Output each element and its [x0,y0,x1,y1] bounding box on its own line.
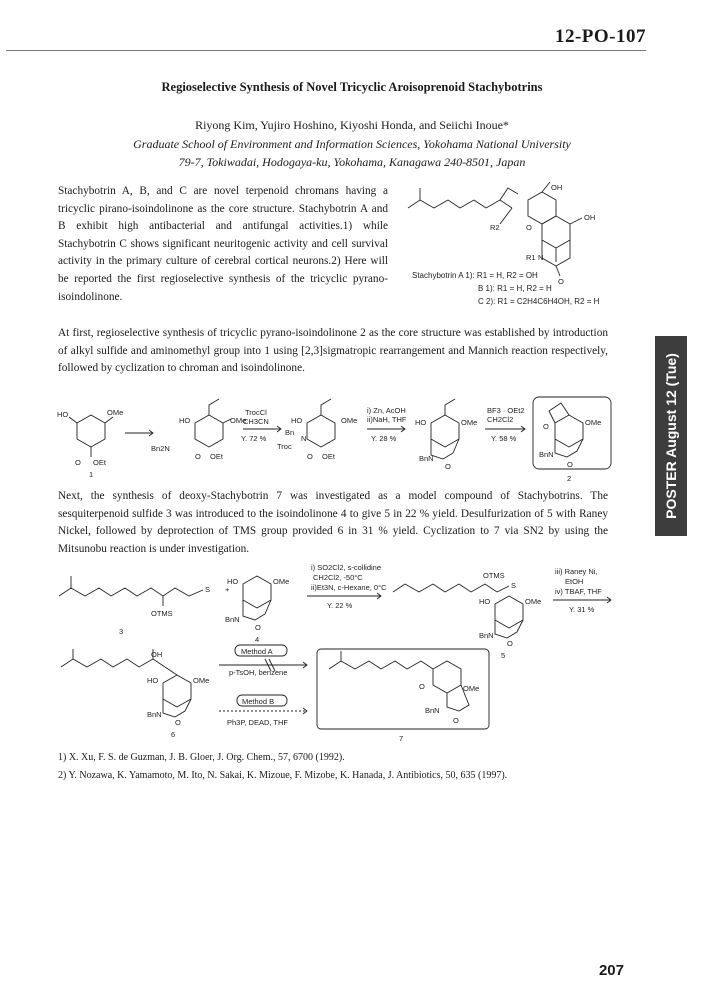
intermediate-c [415,399,477,471]
svg-text:BnN: BnN [225,615,240,624]
oh-ring-label: OH [584,213,596,222]
intermediate-a [179,399,246,461]
method-a-label: Method A [241,647,273,656]
svg-text:Y. 72 %: Y. 72 % [241,434,267,443]
poster-session-tab [655,336,687,536]
svg-text:Bn2N: Bn2N [151,444,170,453]
svg-text:Y. 22 %: Y. 22 % [327,601,353,610]
svg-text:Y. 58 %: Y. 58 % [491,434,517,443]
header-rule [6,50,646,51]
reference-2: 2) Y. Nozawa, K. Yamamoto, M. Ito, N. Sakai, K. Mizoue, F. Mizobe, K. Hanada, J. Antibiotics, 50, 635 (1997). [58,770,508,781]
svg-text:O: O [255,623,261,632]
svg-text:O: O [543,422,549,431]
svg-text:Ph3P, DEAD, THF: Ph3P, DEAD, THF [227,718,288,727]
svg-text:BF3 · OEt2: BF3 · OEt2 [487,406,525,415]
svg-text:Troc: Troc [277,442,292,451]
svg-text:CH3CN: CH3CN [243,417,269,426]
svg-text:OMe: OMe [107,408,124,417]
svg-text:iv) TBAF, THF: iv) TBAF, THF [555,587,602,596]
svg-text:OEt: OEt [210,452,223,461]
svg-text:BnN: BnN [419,454,434,463]
svg-text:CH2Cl2, -50°C: CH2Cl2, -50°C [313,573,363,582]
svg-text:ii)NaH, THF: ii)NaH, THF [367,415,407,424]
svg-text:Y. 28 %: Y. 28 % [371,434,397,443]
compound-4-number: 4 [255,635,260,644]
svg-text:S: S [511,581,517,590]
author-list: Riyong Kim, Yujiro Hoshino, Kiyoshi Honda, and Seiichi Inoue* [195,118,509,132]
n-label: N [538,253,544,262]
svg-text:OEt: OEt [322,452,335,461]
svg-text:Bn: Bn [285,428,295,437]
svg-text:EtOH: EtOH [565,577,584,586]
svg-text:O: O [445,462,451,471]
compound-3-number: 3 [119,627,124,636]
svg-text:N: N [301,434,307,443]
compound-6-number: 6 [171,730,176,739]
svg-text:OEt: OEt [93,458,106,467]
scheme-cyclization [55,645,615,745]
svg-text:OTMS: OTMS [483,571,505,580]
svg-text:O: O [507,639,513,648]
core-synthesis-paragraph: At first, regioselective synthesis of tricyclic pyrano-isoindolinone 2 as the core structure was established by introduction of alkyl sulfide and aminomethyl group into 1 using [2,3]sigmatropic rearrangement and Mannich reaction respectively, followed by cyclization to chroman and isoindolinone. [58,327,608,375]
svg-text:+: + [225,585,230,594]
legend-a: Stachybotrin A 1): R1 = H, R2 = OH [412,271,538,280]
compound-1 [57,408,123,479]
svg-text:p-TsOH, benzene: p-TsOH, benzene [229,668,288,677]
compound-2 [533,397,611,483]
svg-text:OMe: OMe [193,676,210,685]
svg-text:O: O [175,718,181,727]
affiliation: Graduate School of Environment and Information Sciences, Yokohama National University [133,137,571,151]
svg-text:BnN: BnN [539,450,554,459]
compound-6 [61,649,209,739]
reference-1: 1) X. Xu, F. S. de Guzman, J. B. Gloer, J. Org. Chem., 57, 6700 (1992). [58,752,345,763]
svg-text:HO: HO [147,676,159,685]
poster-code: 12-PO-107 [554,26,646,47]
page-number: 207 [598,962,624,979]
svg-text:O: O [195,452,201,461]
compound-3 [59,576,210,636]
svg-text:i) Zn, AcOH: i) Zn, AcOH [367,406,406,415]
intro-paragraph: Stachybotrin A, B, and C are novel terpenoid chromans having a tricyclic pirano-isoindolinone as the core structure. Stachybotrin A and B exhibit high antibacterial and antifungal activities.1) while Stachybotrin C shows significant neuritogenic activity and cell survival activity in the primary culture of cerebral cortical neurons.2) Here will be reported the first regioselective synthesis of the tricyclic pyrano-isoindolinone. [58,185,388,303]
svg-text:HO: HO [479,597,491,606]
compound-4 [225,576,289,644]
svg-text:O: O [453,716,459,725]
svg-text:BnN: BnN [147,710,162,719]
svg-text:CH2Cl2: CH2Cl2 [487,415,514,424]
svg-text:OMe: OMe [273,577,290,586]
r2-label: R2 [490,223,500,232]
svg-text:S: S [205,585,211,594]
svg-text:O: O [75,458,81,467]
svg-text:HO: HO [227,577,239,586]
svg-text:HO: HO [291,416,303,425]
svg-text:OMe: OMe [230,416,247,425]
svg-text:HO: HO [57,410,69,419]
svg-text:ii)Et3N, c-Hexane, 0°C: ii)Et3N, c-Hexane, 0°C [311,583,387,592]
scheme-core-synthesis [55,395,615,485]
ring-o-label: O [526,223,532,232]
method-b-label: Method B [242,697,275,706]
svg-text:O: O [419,682,425,691]
carbonyl-o-label: O [558,277,564,286]
paper-title: Regioselective Synthesis of Novel Tricyclic Aroisoprenoid Stachybotrins [161,80,543,94]
svg-text:i) SO2Cl2, s-collidine: i) SO2Cl2, s-collidine [311,563,382,572]
svg-text:O: O [567,460,573,469]
legend-c: C 2): R1 = C2H4C6H4OH, R2 = H [478,297,600,306]
svg-text:OMe: OMe [585,418,602,427]
r1-label: R1 [526,253,536,262]
compound-1-number: 1 [89,470,94,479]
compound-7 [317,649,489,743]
svg-text:OMe: OMe [341,416,358,425]
svg-text:OMe: OMe [525,597,542,606]
svg-text:OTMS: OTMS [151,609,173,618]
compound-5-number: 5 [501,651,506,660]
stachybotrin-structure [400,180,630,310]
poster-session-label: POSTER August 12 (Tue) [663,353,679,519]
compound-7-number: 7 [399,734,404,743]
svg-text:BnN: BnN [479,631,494,640]
intermediate-b [277,399,357,461]
legend-b: B 1): R1 = H, R2 = H [478,284,552,293]
svg-text:OMe: OMe [461,418,478,427]
address: 79-7, Tokiwadai, Hodogaya-ku, Yokohama, Kanagawa 240-8501, Japan [178,155,526,169]
model-compound-paragraph: Next, the synthesis of deoxy-Stachybotrin 7 was investigated as a model compound of Stachybotrins. The sesquiterpenoid sulfide 3 was introduced to the isoindolinone 4 to give 5 in 22 % yield. Desulfurization of 5 with Raney Nickel, followed by deprotection of TMS group provided 6 in 31 % yield. Cyclization to 7 via SN2 by using the Mitsunobu reaction is under investigation. [58,490,608,555]
svg-text:HO: HO [179,416,191,425]
svg-text:O: O [307,452,313,461]
svg-text:Y. 31 %: Y. 31 % [569,605,595,614]
svg-text:OMe: OMe [463,684,480,693]
svg-text:BnN: BnN [425,706,440,715]
svg-text:TrocCl: TrocCl [245,408,267,417]
oh-top-label: OH [551,183,563,192]
svg-text:HO: HO [415,418,427,427]
svg-text:iii) Raney Ni,: iii) Raney Ni, [555,567,598,576]
svg-text:OH: OH [151,650,163,659]
compound-2-number: 2 [567,474,572,483]
